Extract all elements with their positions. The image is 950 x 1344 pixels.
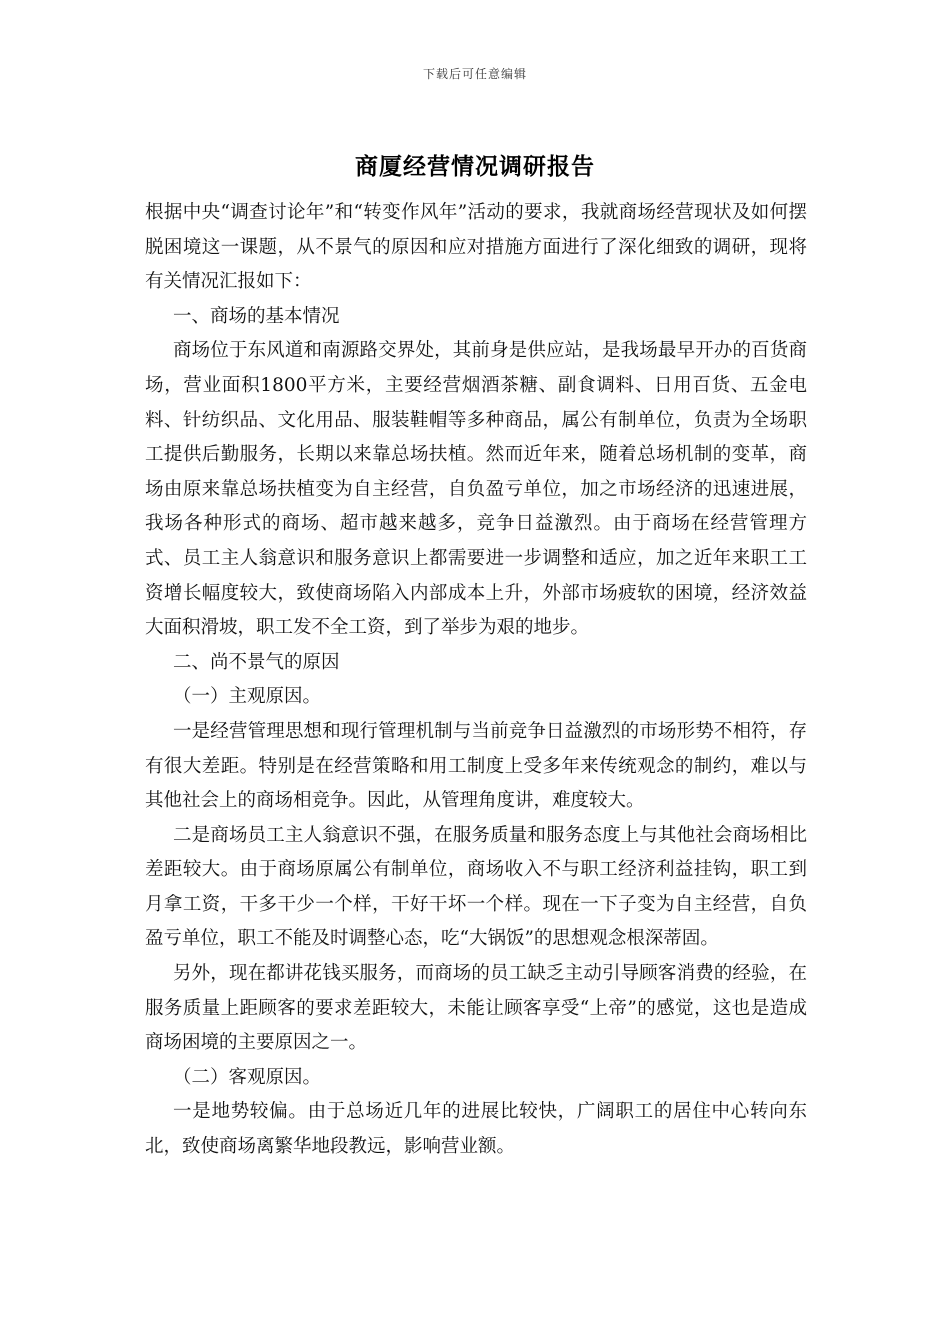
paragraph-objective-1: 一是地势较偏。由于总场近几年的进展比较快，广阔职工的居住中心转向东北，致使商场离繁华地段教远，影响营业额。 (145, 1101, 807, 1158)
intro-paragraph: 根据中央“调查讨论年”和“转变作风年”活动的要求，我就商场经营现状及如何摆脱困境这一课题，从不景气的原因和应对措施方面进行了深化细致的调研，现将有关情况汇报如下： (145, 202, 807, 293)
paragraph-basic-situation: 商场位于东风道和南源路交界处，其前身是供应站，是我场最早开办的百货商场，营业面积1800平方米，主要经营烟酒茶糖、副食调料、日用百货、五金电料、针纺织品、文化用品、服装鞋帽等多种商品，属公有制单位，负责为全场职工提供后勤服务，长期以来靠总场扶植。然而近年来，随着总场机制的变革，商场由原来靠总场扶植变为自主经营，自负盈亏单位，加之市场经济的迅速进展，我场各种形式的商场、超市越来越多，竞争日益激烈。由于商场在经营管理方式、员工主人翁意识和服务意识上都需要进一步调整和适应，加之近年来职工工资增长幅度较大，致使商场陷入内部成本上升，外部市场疲软的困境，经济效益大面积滑坡，职工发不全工资，到了举步为艰的地步。 (145, 340, 807, 639)
subsection-heading-objective: （二）客观原因。 (173, 1066, 322, 1088)
section-heading-basic-situation: 一、商场的基本情况 (173, 305, 340, 327)
section-heading-reasons: 二、尚不景气的原因 (173, 651, 340, 673)
document-title: 商厦经营情况调研报告 (355, 153, 595, 180)
document-body (145, 196, 807, 1165)
subsection-heading-subjective: （一）主观原因。 (173, 686, 322, 708)
paragraph-subjective-2: 二是商场员工主人翁意识不强，在服务质量和服务态度上与其他社会商场相比差距较大。由于商场原属公有制单位，商场收入不与职工经济利益挂钩，职工到月拿工资，干多干少一个样，干好干坏一个样。现在一下子变为自主经营，自负盈亏单位，职工不能及时调整心态，吃“大锅饭”的思想观念根深蒂固。 (145, 824, 807, 950)
paragraph-subjective-3: 另外，现在都讲花钱买服务，而商场的员工缺乏主动引导顾客消费的经验，在服务质量上距顾客的要求差距较大，未能让顾客享受“上帝”的感觉，这也是造成商场困境的主要原因之一。 (145, 963, 807, 1054)
paragraph-subjective-1: 一是经营管理思想和现行管理机制与当前竞争日益激烈的市场形势不相符，存有很大差距。特别是在经营策略和用工制度上受多年来传统观念的制约，难以与其他社会上的商场相竞争。因此，从管理角度讲，难度较大。 (145, 720, 807, 812)
header-note: 下载后可任意编辑 (422, 67, 527, 81)
